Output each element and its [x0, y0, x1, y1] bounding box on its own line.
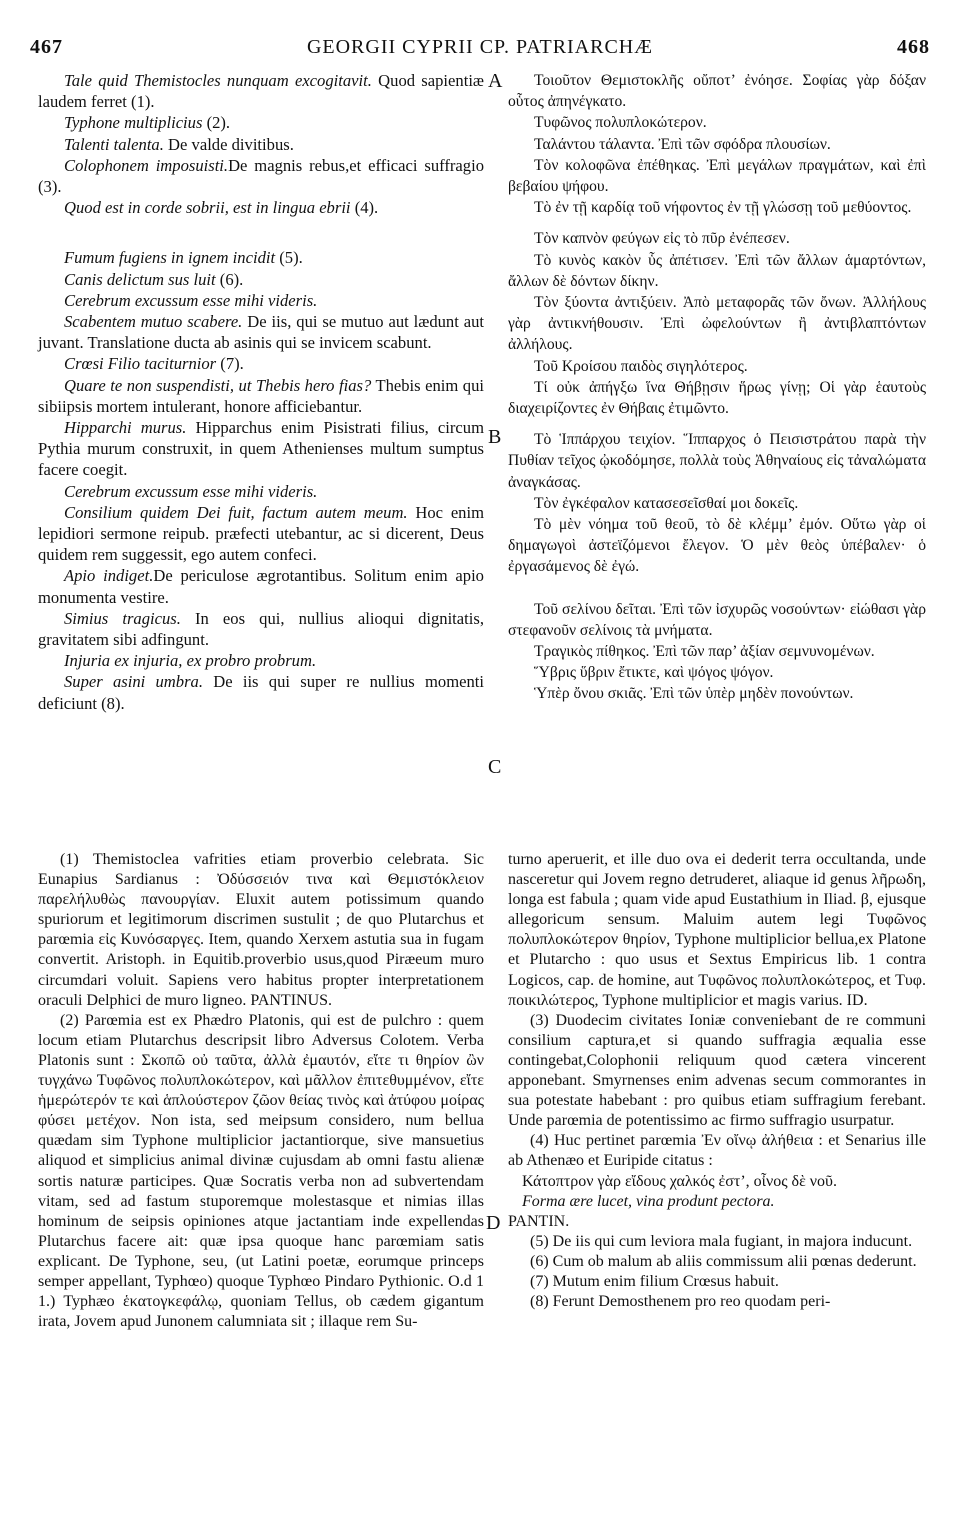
- column-marker-c: C: [488, 756, 502, 778]
- latin-entry: Quod est in corde sobrii, est in lingua ebrii (4).: [64, 198, 379, 218]
- latin-entry: Canis delictum sus luit (6).: [64, 269, 244, 289]
- footnote: (5) De iis qui cum leviora mala fugiant, in majora inducunt.: [530, 1232, 913, 1250]
- greek-entry: Τὸ Ἱππάρχου τειχίον. Ἵππαρχος ὁ Πεισιστράτου παρὰ τὴν Πυθίαν τεῖχος ᾠκοδόμησε, πολλὰ τοὺς Ἀθηναίους εἰς τἀναλώματα ἀναγκάσας.: [508, 431, 926, 491]
- latin-entry: Consilium quidem Dei fuit, factum autem meum. Hoc enim lepidiori sermone reipub. præfecti utebantur, ac si dicerent, Deus quidem rem suggessit, ego autem confeci.: [38, 502, 484, 565]
- verse-latin: Forma ære lucet, vina produnt pectora.: [522, 1192, 775, 1210]
- latin-entry: Simius tragicus. In eos qui, nullius alioqui dignitatis, gravitatem sibi adfingunt.: [38, 608, 484, 650]
- greek-entry: Τὸ κυνὸς κακὸν ὗς ἀπέτισεν. Ἐπὶ τῶν ἄλλων ἁμαρτόντων, ἄλλων δὲ δόντων δίκην.: [508, 251, 926, 290]
- greek-entry: Ταλάντου τάλαντα. Ἐπὶ τῶν σφόδρα πλουσίων.: [534, 135, 831, 153]
- greek-entry: Ὕβρις ὕβριν ἔτικτε, καὶ ψόγος ψόγον.: [534, 664, 774, 682]
- verse-greek: Κάτοπτρον γὰρ εἴδους χαλκός ἐστ’, οἶνος δὲ νοῦ.: [522, 1172, 837, 1190]
- latin-entry: Typhone multiplicius (2).: [64, 113, 231, 133]
- latin-entry: Fumum fugiens in ignem incidit (5).: [64, 248, 303, 268]
- greek-entry: Τοῦ Κροίσου παιδὸς σιγηλότερος.: [534, 357, 748, 375]
- page-number-left: 467: [30, 36, 63, 58]
- greek-entry: Τοιοῦτον Θεμιστοκλῆς οὔποτ’ ἐνόησε. Σοφίας γὰρ δόξαν οὗτος ἀπηνέγκατο.: [508, 72, 926, 111]
- greek-entry: Τὸ μὲν νόημα τοῦ θεοῦ, τὸ δὲ κλέμμ’ ἐμόν. Οὕτω γὰρ οἱ δημαγωγοὶ ἀστεϊζόμενοι ἔλεγον. Ὁ μὲν θεὸς ὑπέβαλεν· ὁ ἐργασάμενος δὲ ἐγώ.: [508, 516, 926, 576]
- footnote: turno aperuerit, et ille duo ova ei dederit terra occultanda, unde nasceretur qui Jovem regno detruderet, aliaque id genus λῆρωδη, longa est fabula ; quam vide apud Eustathium in Iliad. β, ejusque allegoricum sensum. Maluim autem legi Τυφῶνος πολυπλοκώτερον θηρίον, Typhone multiplicior bellua,ex Platone et Plutarcho : quo usus et Sextus Empiricus lib. 1 contra Logicos, cap. de homine, aut Τυφῶνος πολυπλοκώτερος, et Τυφ. ποικιλώτερος, Typhone multiplicior et magis varius. ID.: [508, 851, 926, 1009]
- latin-column: [38, 70, 484, 714]
- footnotes-right: [508, 850, 926, 1312]
- latin-entry: Injuria ex injuria, ex probro probrum.: [64, 651, 317, 671]
- column-marker-a: A: [488, 70, 503, 92]
- greek-entry: Τὸν ξύοντα ἀντιξύειν. Ἀπὸ μεταφορᾶς τῶν ὄνων. Ἀλλήλους γὰρ ἀντικνήθουσιν. Ἐπὶ ὠφελούντων ἢ ἀντιβλαπτόντων ἀλλήλους.: [508, 294, 926, 354]
- latin-entry: Cerebrum excussum esse mihi videris.: [64, 481, 318, 501]
- greek-column: [508, 70, 926, 705]
- page-number-right: 468: [897, 36, 930, 58]
- greek-entry: Ὑπὲρ ὄνου σκιᾶς. Ἐπὶ τῶν ὑπὲρ μηδὲν πονούντων.: [534, 685, 854, 703]
- footnote: (6) Cum ob malum ab aliis commissum alii pœnas dederunt.: [530, 1252, 917, 1270]
- column-marker-b: B: [488, 426, 502, 448]
- latin-entry: Talenti talenta. De valde divitibus.: [64, 134, 294, 154]
- latin-entry: Apio indiget.De periculose ægrotantibus. Solitum enim apio monumenta vestire.: [38, 566, 484, 607]
- footnote: (1) Themistoclea vafrities etiam proverbio celebrata. Sic Eunapius Sardianus : Ὀδύσσειόν τινα καὶ Θεμιστόκλειον παρελήλυθὼς πανουργίαν. Eluxit autem potissimum quando spuriorum et legitimorum discrimen sustulit ; de quo Plutarchus et parœmia εἰς Κυνόσαργες. Item, quando Xerxem astutia sua in fugam convertit. Aristoph. in Equitib.proverbio usus,quod Piræeum muro circumdari voluit. Sapiens vero habitus propter interpretationem oraculi Delphici de muro ligneo. PANTINUS.: [38, 851, 484, 1009]
- greek-entry: Τραγικὸς πίθηκος. Ἐπὶ τῶν παρ’ ἀξίαν σεμνυνομένων.: [534, 643, 875, 661]
- latin-entry: Scabentem mutuo scabere. De iis, qui se mutuo aut lædunt aut juvant. Translatione ducta ab asinis qui se invicem scabunt.: [38, 312, 485, 353]
- footnote: (4) Huc pertinet parœmia Ἐν οἴνῳ ἀλήθεια : et Senarius ille ab Athenæo et Euripide citatus :: [508, 1132, 926, 1170]
- footnote: (7) Mutum enim filium Crœsus habuit.: [530, 1272, 779, 1290]
- latin-entry: Crœsi Filio taciturnior (7).: [64, 354, 244, 374]
- footnote-signature: PANTIN.: [508, 1212, 570, 1230]
- greek-entry: Τὸν καπνὸν φεύγων εἰς τὸ πῦρ ἐνέπεσεν.: [534, 230, 790, 248]
- column-marker-d: D: [486, 1212, 501, 1234]
- latin-entry: Cerebrum excussum esse mihi videris.: [64, 290, 318, 310]
- latin-entry: Tale quid Themistocles nunquam excogitavit. Quod sapientiæ laudem ferret (1).: [38, 71, 484, 112]
- footnote: (8) Ferunt Demosthenem pro reo quodam peri-: [530, 1293, 831, 1311]
- greek-entry: Τί οὐκ ἀπήγξω ἵνα Θήβῃσιν ἥρως γίνῃ; Οἱ γὰρ ἑαυτοὺς διαχειρίζοντες ἐν Θήβαις ἐτιμῶντο.: [508, 378, 926, 418]
- page-header: [30, 36, 930, 66]
- latin-entry: Super asini umbra. De iis qui super re nullius momenti deficiunt (8).: [38, 672, 485, 713]
- latin-entry: Hipparchi murus. Hipparchus enim Pisistrati filius, circum Pythia murum construxit, in quem Athenienses multum sumptus facere coegit.: [38, 418, 484, 480]
- latin-entry: Quare te non suspendisti, ut Thebis hero fias? Thebis enim qui sibiipsis mortem intulerant, honore afficiebantur.: [38, 375, 484, 416]
- greek-entry: Τυφῶνος πολυπλοκώτερον.: [534, 114, 707, 132]
- footnote: (2) Parœmia est ex Phædro Platonis, qui est de pulchro : quem locum etiam Plutarchus descripsit libro Adversus Colotem. Verba Platonis sunt : Σκοπῶ οὐ ταῦτα, ἀλλὰ ἐμαυτόν, εἴτε τι θηρίον ὢν τυγχάνω Τυφῶνος πολυπλοκώτερον, καὶ μᾶλλον ἐπιτεθυμμένον, εἴτε ἡμερώτερόν τε καὶ ἁπλούστερον ζῶον θείας τινὸς καὶ ἀτύφου μοίρας φύσει μετέχον. Non ista, sed meipsum considero, num bellua quædam sim Typhone multiplicior jactantiorque, sive mansuetius aliquod et simplicius animal divinæ cujusdam ab omni fastu alienæ sortis naturæ participes. Quæ Socratis verba non ad subvertendam vitam, sed ad fastum stuporemque molestasque et nimias illas hominum de seipsis opiniones atque jactantiam inde expellendas Plutarchus facere ait: quæ ipsa quoque hanc parœmiam satis explicant. De Typhone, seu, (ut Latini poetæ, eorumque princeps semper appellant, Typhœo) quoque Typhœo Pindaro Pythionic. O.d 1 1.) Typhæo ἑκατογκεφάλῳ, quoniam Tellus, ob cædem gigantum irata, Jovem apud Junonem calumniata sit ; illaque rem Su-: [38, 1011, 484, 1331]
- footnotes-left: [38, 850, 484, 1332]
- footnote: (3) Duodecim civitates Ioniæ conveniebant de re communi consilium captura,et si quando suffragia æqualia esse contingebat,Colophonii reliquum quod cætera vincerent apponebant. Smyrnenses enim advenas secum commorantes in sua potestate habebant : pro quibus etiam suffragium ferebant. Unde parœmia de potentissimo ac firmo suffragio usurpatur.: [508, 1011, 926, 1130]
- greek-entry: Τοῦ σελίνου δεῖται. Ἐπὶ τῶν ἰσχυρῶς νοσούντων· εἰώθασι γὰρ στεφανοῦν σελίνοις τὰ μνήματα.: [508, 600, 926, 639]
- greek-entry: Τὸν κολοφῶνα ἐπέθηκας. Ἐπὶ μεγάλων πραγμάτων, καὶ ἐπὶ βεβαίου ψήφου.: [508, 156, 926, 196]
- running-title: GEORGII CYPRII CP. PATRIARCHÆ: [306, 36, 654, 58]
- latin-entry: Colophonem imposuisti.De magnis rebus,et efficaci suffragio (3).: [38, 155, 484, 197]
- greek-entry: Τὸν ἐγκέφαλον κατασεσεῖσθαί μοι δοκεῖς.: [534, 494, 799, 512]
- greek-entry: Τὸ ἐν τῇ καρδίᾳ τοῦ νήφοντος ἐν τῇ γλώσσῃ τοῦ μεθύοντος.: [534, 199, 912, 217]
